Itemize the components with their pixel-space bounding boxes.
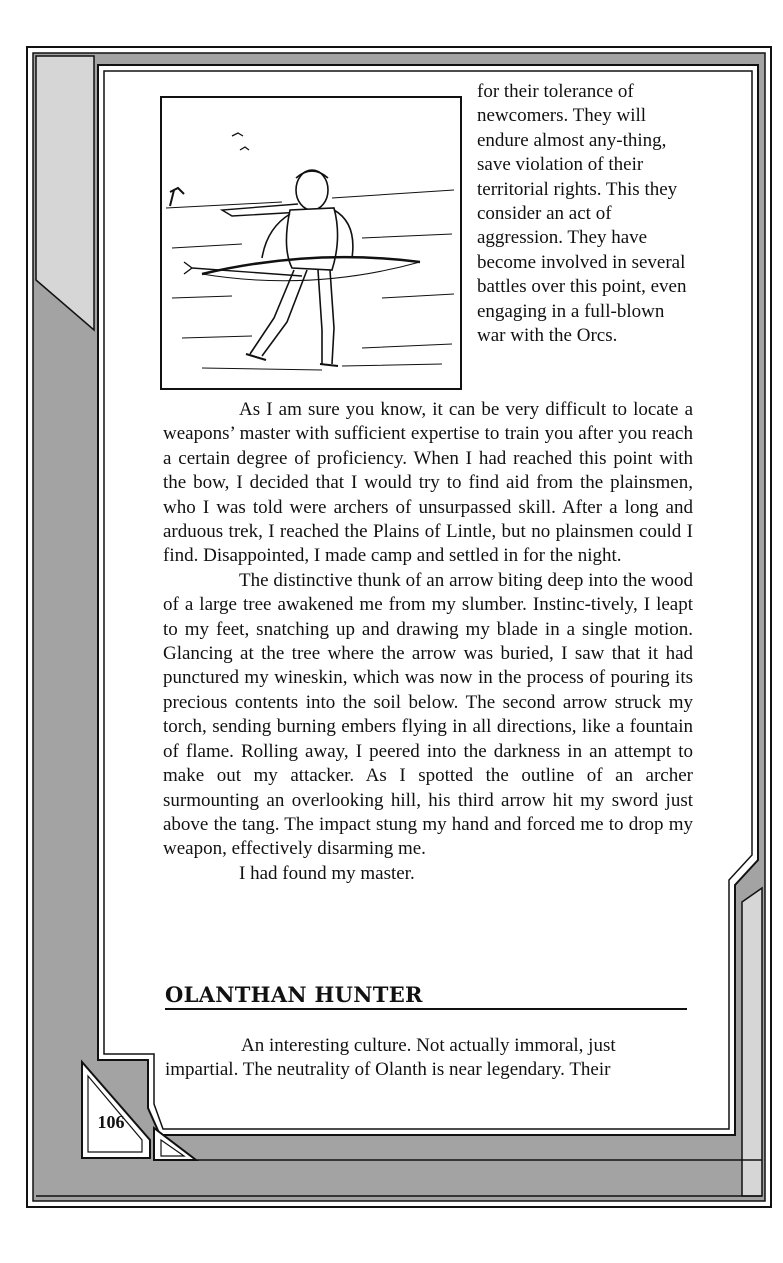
narrative-body <box>163 398 693 886</box>
narrative-paragraph: I had found my master. <box>239 862 415 884</box>
narrative-paragraph: As I am sure you know, it can be very difficult to locate a weapons’ master with sufficient expertise to train you after you reach a certain degree of proficiency. When I had reached this point with the bow, I decided that I would try to find aid from the plainsmen, who I was told were archers of unsurpassed skill. After a long and arduous trek, I reached the Plains of Lintle, but no plainsmen could I find. Disappointed, I made camp and settled in for the night. <box>163 399 693 567</box>
section-paragraph: An interesting culture. Not actually immoral, just impartial. The neutrality of Olanth is near legendary. Their <box>165 1035 616 1081</box>
section-heading: OLANTHAN HUNTER <box>165 982 687 1010</box>
archer-drawing-bow-illustration <box>160 96 462 390</box>
section-body <box>165 1034 665 1083</box>
archer-sketch <box>162 98 460 388</box>
intro-column-text: for their tolerance of newcomers. They will endure almost any-thing, save violation of their territorial rights. This they consider an act of aggression. They have become involved in several battles over this point, even engaging in a full-blown war with the Orcs. <box>477 81 687 347</box>
narrative-paragraph: The distinctive thunk of an arrow biting deep into the wood of a large tree awakened me from my slumber. Instinc-tively, I leapt to my feet, snatching up and drawing my blade in a single motion. Glancing at the tree where the arrow was buried, I saw that it had punctured my wineskin, which was now in the process of pouring its precious contents into the soil below. The second arrow struck my torch, sending burning embers flying in all directions, like a fountain of flame. Rolling away, I peered into the darkness in an attempt to make out my attacker. As I spotted the outline of an archer surmounting an overlooking hill, his third arrow hit my sword just above the tang. The impact stung my hand and forced me to drop my weapon, effectively disarming me. <box>163 569 693 860</box>
page-number: 106 <box>97 1112 125 1132</box>
